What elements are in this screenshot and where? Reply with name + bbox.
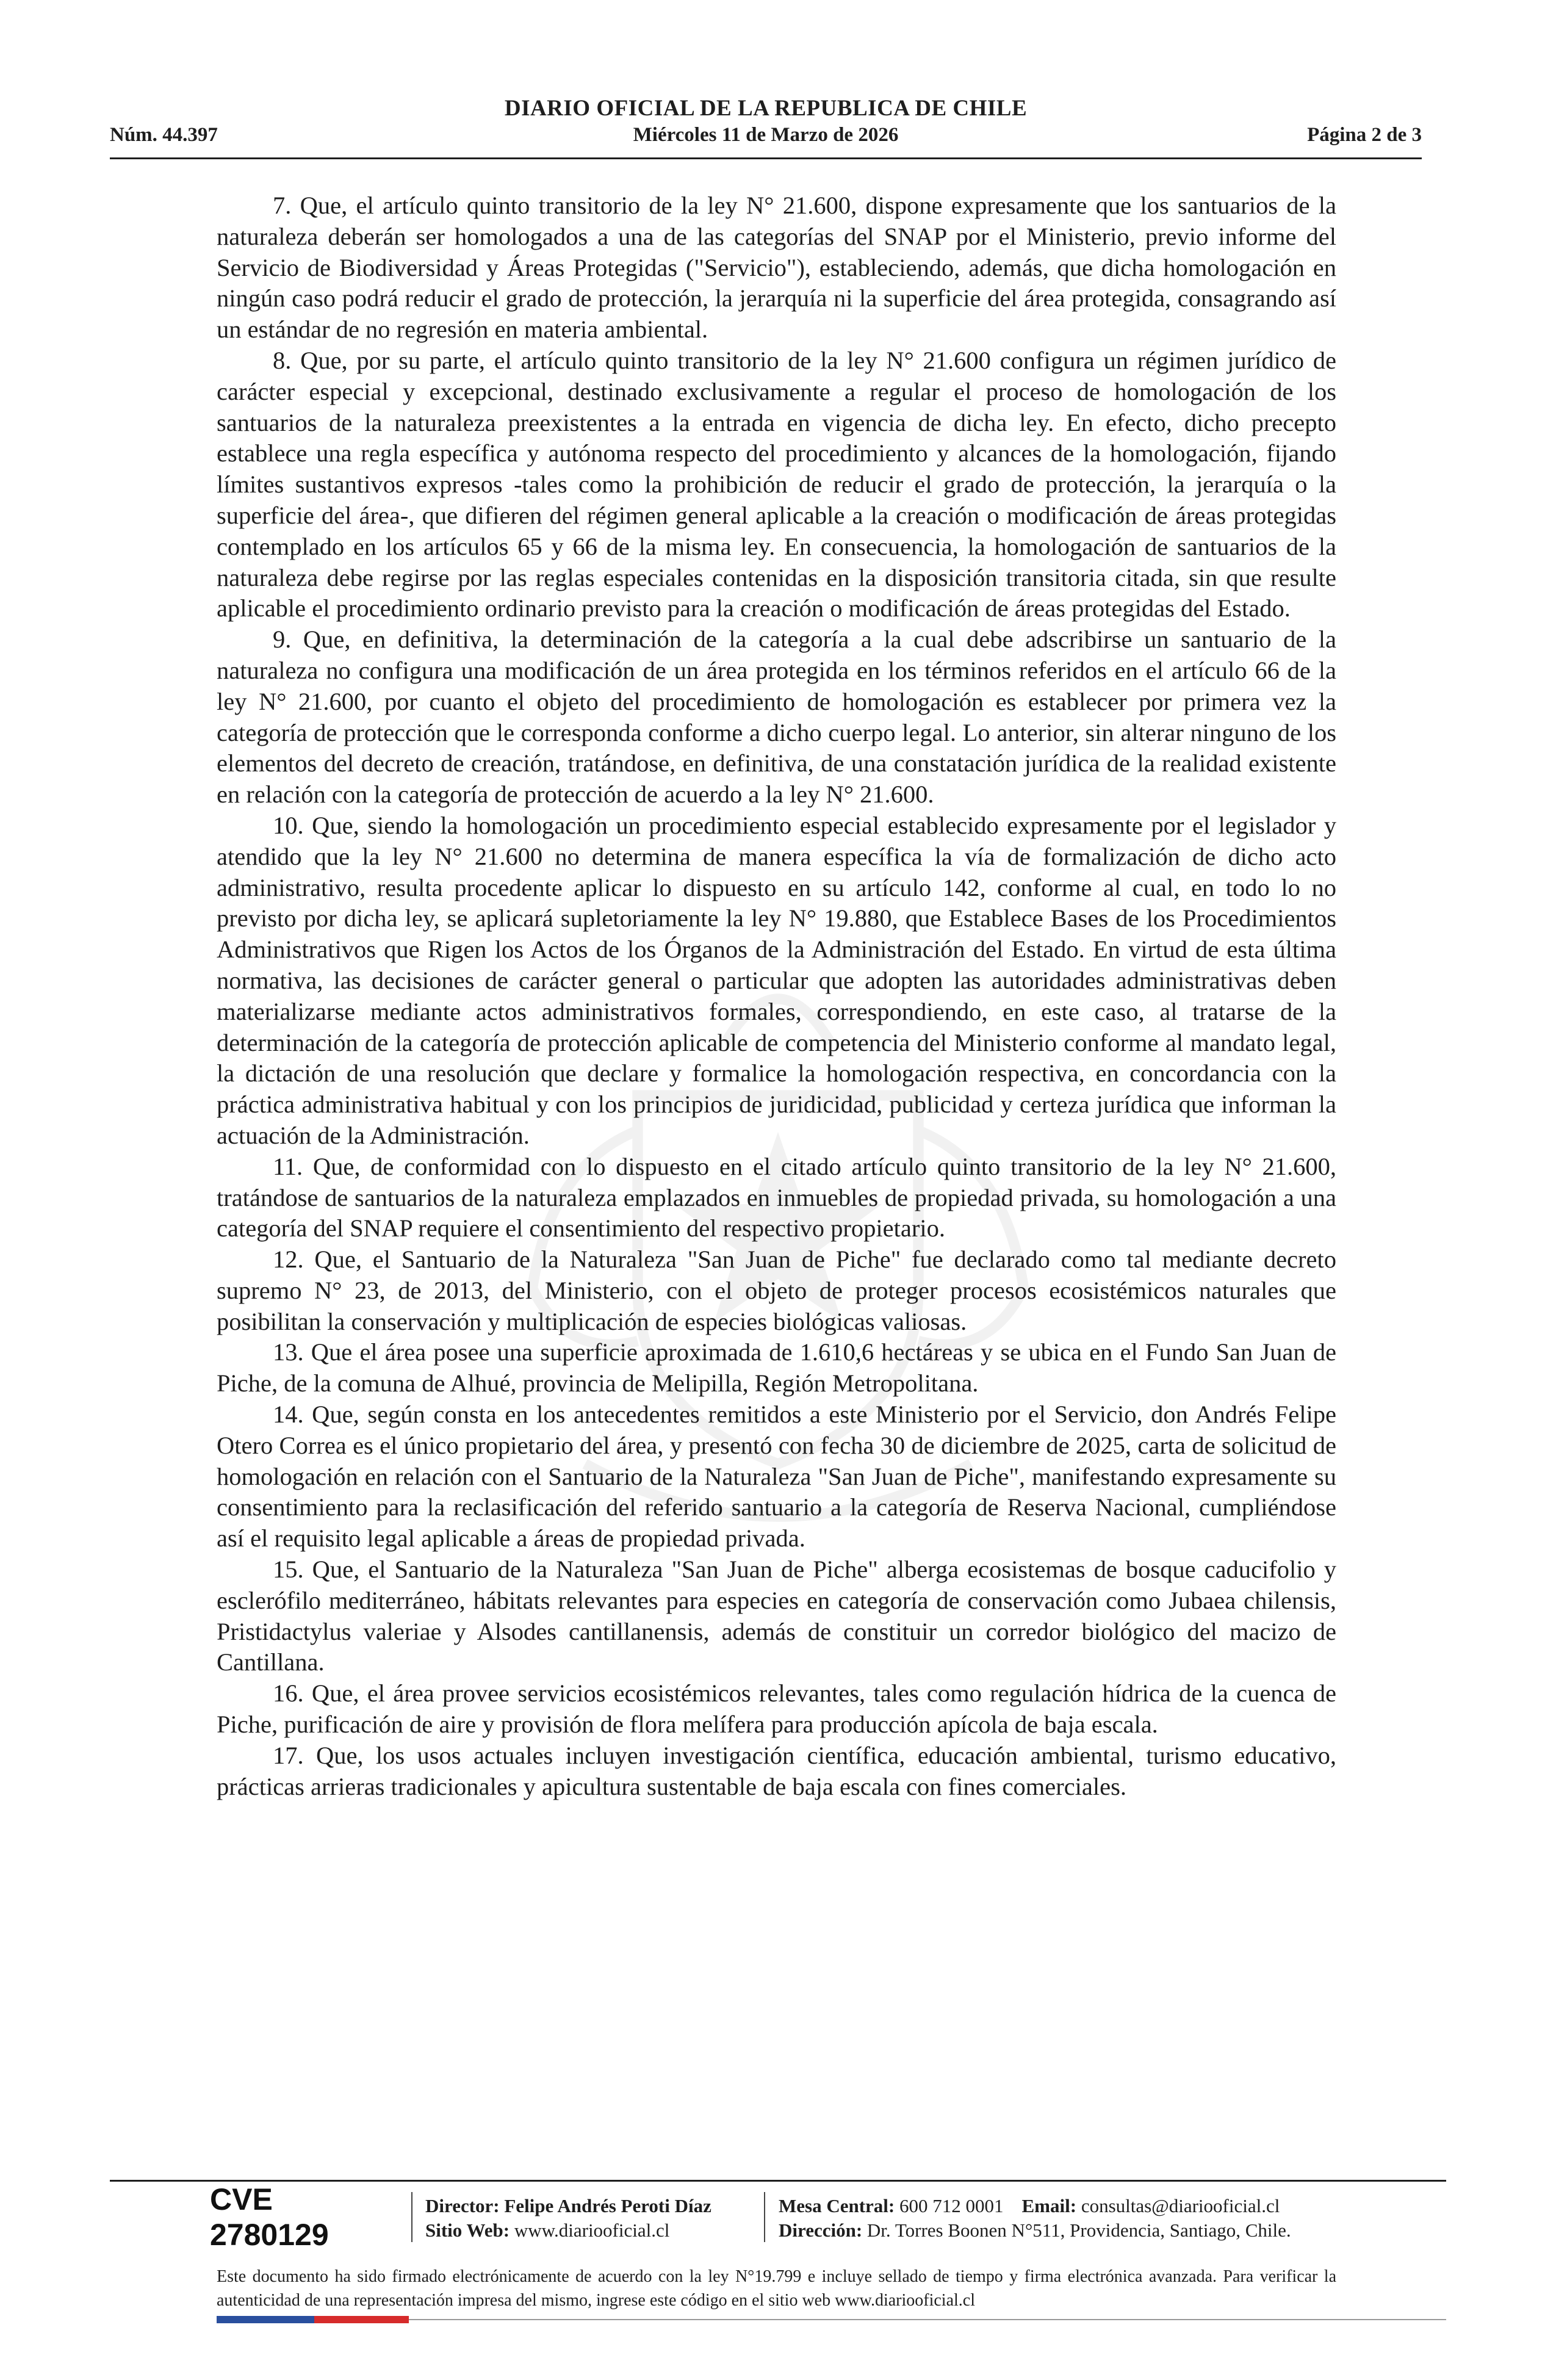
flag-stripe-red	[314, 2316, 409, 2323]
paragraph-15: 15. Que, el Santuario de la Naturaleza "San Juan de Piche" alberga ecosistemas de bosque caducifolio y esclerófilo mediterráneo, hábitats relevantes para especies en categoría de conservación como Jubaea chilensis, Pristidactylus valeriae y Alsodes cantillanensis, además de constituir un corredor biológico del macizo de Cantillana.	[217, 1556, 1336, 1676]
paragraph-7: 7. Que, el artículo quinto transitorio de la ley N° 21.600, dispone expresamente que los santuarios de la naturaleza deberán ser homologados a una de las categorías del SNAP por el Ministerio, previo informe del Servicio de Biodiversidad y Áreas Protegidas ("Servicio"), estableciendo, además, que dicha homologación en ningún caso podrá reducir el grado de protección, la jerarquía ni la superficie del área protegida, consagrando así un estándar de no regresión en materia ambiental.	[217, 192, 1336, 344]
paragraph-11: 11. Que, de conformidad con lo dispuesto en el citado artículo quinto transitorio de la ley N° 21.600, tratándose de santuarios de la naturaleza emplazados en inmuebles de propiedad privada, su homologación a una categoría del SNAP requiere el consentimiento del respectivo propietario.	[217, 1152, 1336, 1242]
issue-number: Núm. 44.397	[110, 124, 218, 146]
footer-bottom-rule	[409, 2319, 1446, 2320]
page-indicator: Página 2 de 3	[1307, 124, 1422, 146]
issue-date: Miércoles 11 de Marzo de 2026	[633, 124, 899, 146]
mesa-central-phone: 600 712 0001	[899, 2195, 1004, 2216]
paragraph-9: 9. Que, en definitiva, la determinación de la categoría a la cual debe adscribirse un santuario de la naturaleza no configura una modificación de un área protegida en los términos referidos en el artículo 66 de la ley N° 21.600, por cuanto el objeto del procedimiento de homologación es establecer por primera vez la categoría de protección que le corresponda conforme a dicho cuerpo legal. Lo anterior, sin alterar ninguno de los elementos del decreto de creación, tratándose, en definitiva, de una constatación jurídica de la realidad existente en relación con la categoría de protección de acuerdo a la ley N° 21.600.	[217, 626, 1336, 809]
address-value: Dr. Torres Boonen N°511, Providencia, Santiago, Chile.	[866, 2220, 1291, 2241]
paragraph-17: 17. Que, los usos actuales incluyen investigación científica, educación ambiental, turismo educativo, prácticas arrieras tradicionales y apicultura sustentable de baja escala con fines comerciales.	[217, 1741, 1336, 1800]
director-name: Felipe Andrés Peroti Díaz	[504, 2195, 711, 2216]
footer-separator	[411, 2192, 412, 2242]
paragraph-16: 16. Que, el área provee servicios ecosistémicos relevantes, tales como regulación hídrica de la cuenca de Piche, purificación de aire y provisión de flora melífera para producción apícola de baja escala.	[217, 1679, 1336, 1739]
director-label: Director:	[425, 2195, 500, 2216]
mesa-central-label: Mesa Central:	[779, 2195, 895, 2216]
document-body	[217, 190, 1336, 1802]
electronic-signature-notice: Este documento ha sido firmado electrónicamente de acuerdo con la ley N°19.799 e incluye sellado de tiempo y firma electrónica avanzada. Para verificar la autenticidad de una representación impresa del mismo, ingrese este código en el sitio web www.diariooficial.cl	[217, 2267, 1336, 2310]
footer-separator	[764, 2192, 765, 2242]
email-link[interactable]: consultas@diariooficial.cl	[1081, 2195, 1280, 2216]
footer-director-block	[425, 2194, 711, 2243]
paragraph-10: 10. Que, siendo la homologación un procedimiento especial establecido expresamente por el legislador y atendido que la ley N° 21.600 no determina de manera específica la vía de formalización de dicho acto administrativo, resulta procedente aplicar lo dispuesto en su artículo 142, conforme al cual, en todo lo no previsto por dicha ley, se aplicará supletoriamente la ley N° 19.880, que Establece Bases de los Procedimientos Administrativos que Rigen los Actos de los Órganos de la Administración del Estado. En virtud de esta última normativa, las decisiones de carácter general o particular que adopten las autoridades administrativas deben materializarse mediante actos administrativos formales, correspondiendo, en este caso, al tratarse de la determinación de la categoría de protección aplicable de competencia del Ministerio conforme al mandato legal, la dictación de una resolución que declare y formalice la homologación respectiva, en concordancia con la práctica administrativa habitual y con los principios de juridicidad, publicidad y certeza jurídica que informan la actuación de la Administración.	[217, 811, 1336, 1149]
email-label: Email:	[1021, 2195, 1077, 2216]
gazette-title: DIARIO OFICIAL DE LA REPUBLICA DE CHILE	[504, 96, 1028, 121]
website-label: Sitio Web:	[425, 2220, 510, 2241]
footer-contact-block	[779, 2194, 1291, 2243]
address-label: Dirección:	[779, 2220, 863, 2241]
paragraph-12: 12. Que, el Santuario de la Naturaleza "San Juan de Piche" fue declarado como tal mediante decreto supremo N° 23, de 2013, del Ministerio, con el objeto de proteger procesos ecosistémicos naturales que posibilitan la conservación y multiplicación de especies biológicas valiosas.	[217, 1246, 1336, 1335]
paragraph-14: 14. Que, según consta en los antecedentes remitidos a este Ministerio por el Servicio, don Andrés Felipe Otero Correa es el único propietario del área, y presentó con fecha 30 de diciembre de 2025, carta de solicitud de homologación en relación con el Santuario de la Naturaleza "San Juan de Piche", manifestando expresamente su consentimiento para la reclasificación del referido santuario a la categoría de Reserva Nacional, cumpliéndose así el requisito legal aplicable a áreas de propiedad privada.	[217, 1401, 1336, 1552]
paragraph-8: 8. Que, por su parte, el artículo quinto transitorio de la ley N° 21.600 configura un régimen jurídico de carácter especial y excepcional, destinado exclusivamente a regular el proceso de homologación de los santuarios de la naturaleza preexistentes a la entrada en vigencia de dicha ley. En efecto, dicho precepto establece una regla específica y autónoma respecto del procedimiento y alcances de la homologación, fijando límites sustantivos expresos -tales como la prohibición de reducir el grado de protección, la jerarquía o la superficie del área-, que difieren del régimen general aplicable a la creación o modificación de áreas protegidas contemplado en los artículos 65 y 66 de la misma ley. En consecuencia, la homologación de santuarios de la naturaleza debe regirse por las reglas especiales contenidas en la disposición transitoria citada, sin que resulte aplicable el procedimiento ordinario previsto para la creación o modificación de áreas protegidas del Estado.	[217, 346, 1336, 622]
page-header	[110, 90, 1422, 159]
flag-stripe-blue	[217, 2316, 314, 2323]
paragraph-13: 13. Que el área posee una superficie aproximada de 1.610,6 hectáreas y se ubica en el Fundo San Juan de Piche, de la comuna de Alhué, provincia de Melipilla, Región Metropolitana.	[217, 1338, 1336, 1397]
cve-code: CVE 2780129	[210, 2182, 329, 2252]
website-link[interactable]: www.diariooficial.cl	[514, 2220, 670, 2241]
